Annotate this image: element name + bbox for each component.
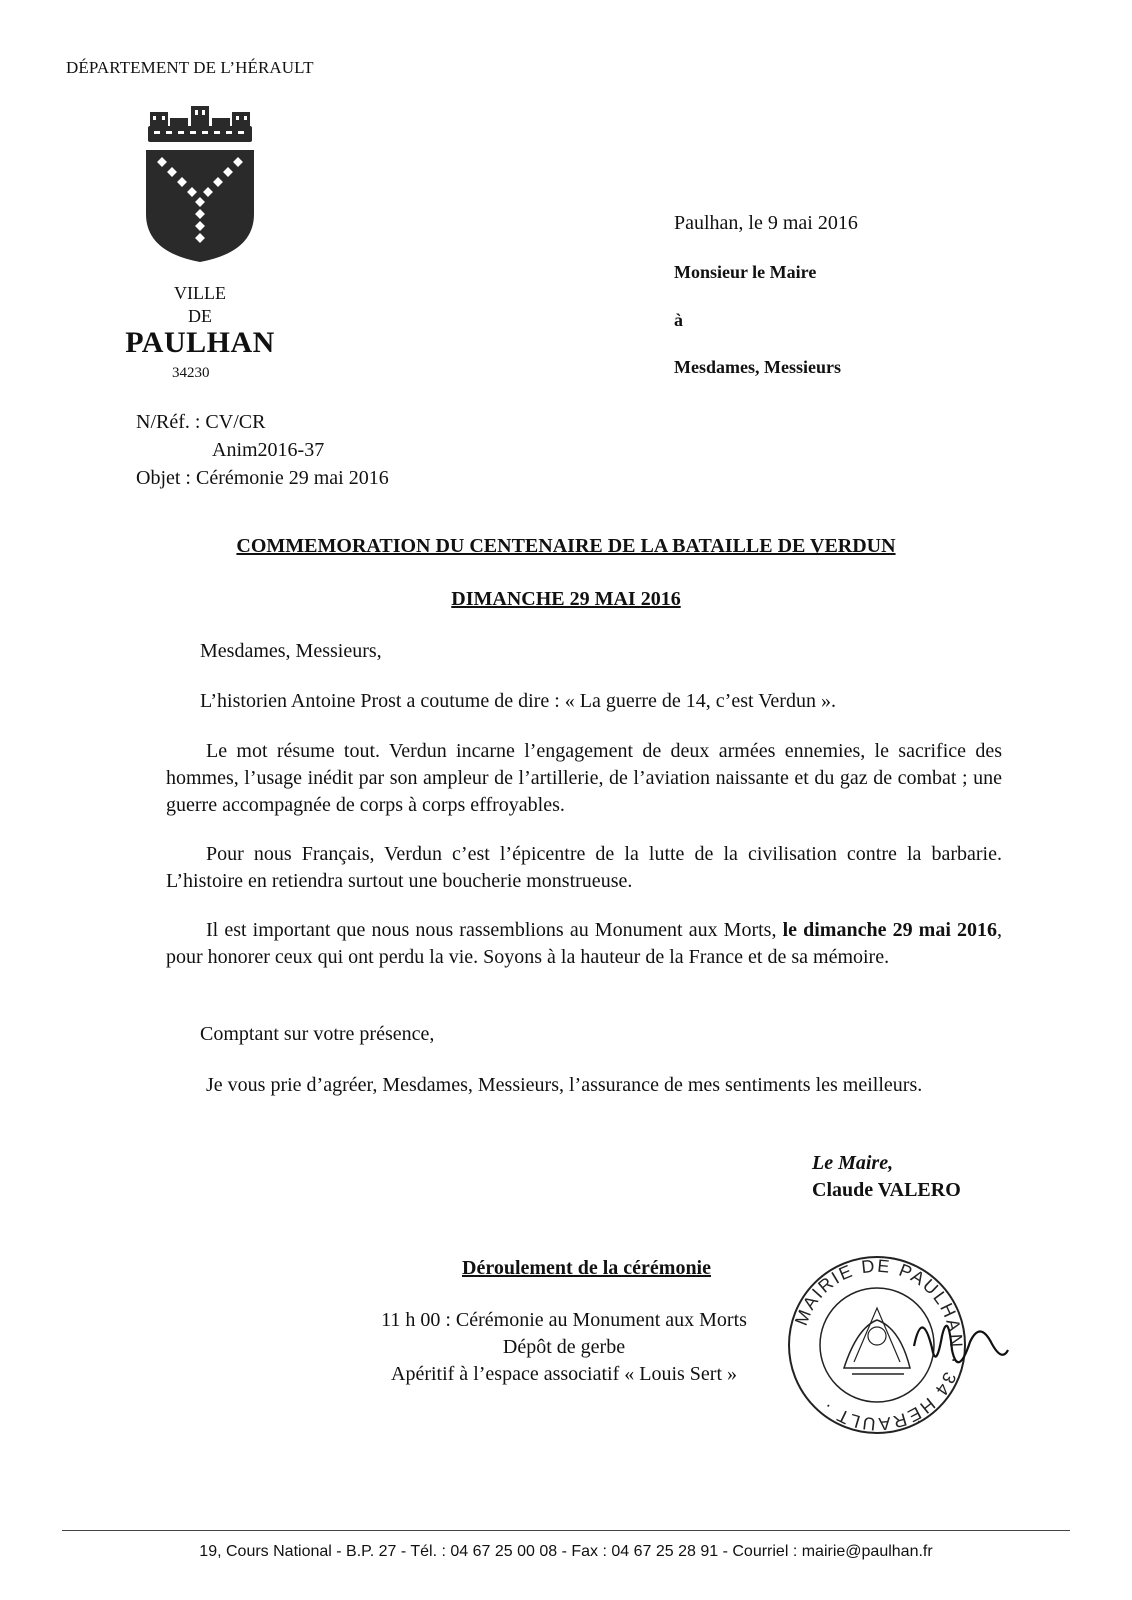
signature-block: [812, 1150, 961, 1204]
footer-contact: 19, Cours National - B.P. 27 - Tél. : 04 67 25 00 08 - Fax : 04 67 25 28 91 - Courriel : mairie@paulhan.fr: [199, 1543, 933, 1560]
salutation: Mesdames, Messieurs,: [200, 640, 382, 662]
event-date-heading: DIMANCHE 29 MAI 2016: [451, 588, 681, 610]
reference-line: N/Réf. : CV/CR: [136, 411, 266, 433]
town-coat-of-arms: [140, 104, 260, 264]
sender: Monsieur le Maire: [674, 262, 817, 282]
to-word: à: [674, 310, 683, 330]
signature-name: Claude VALERO: [812, 1179, 961, 1201]
event-date-emphasis: le dimanche 29 mai 2016: [782, 919, 997, 941]
schedule-line: 11 h 00 : Cérémonie au Monument aux Morts: [381, 1309, 747, 1331]
recipients: Mesdames, Messieurs: [674, 357, 841, 377]
reference-block: [136, 408, 389, 492]
town-name: PAULHAN: [125, 326, 275, 359]
ceremony-schedule: [330, 1307, 798, 1388]
paragraph-2: Le mot résume tout. Verdun incarne l’engagement de deux armées ennemies, le sacrifice des hommes, l’usage inédit par son ampleur de l’artillerie, de l’aviation naissante et du gaz de combat ; une guerre accompagnée de corps à corps effroyables.: [166, 740, 1002, 816]
paragraph-5: Comptant sur votre présence,: [200, 1023, 435, 1045]
ceremony-title: Déroulement de la cérémonie: [462, 1257, 711, 1279]
letter-title: COMMEMORATION DU CENTENAIRE DE LA BATAILLE DE VERDUN: [236, 535, 896, 557]
town-prefix: VILLE DE: [174, 283, 226, 326]
subject-line: Objet : Cérémonie 29 mai 2016: [136, 467, 389, 489]
department-label: DÉPARTEMENT DE L’HÉRAULT: [66, 58, 314, 77]
paragraph-4: Il est important que nous nous rassemblions au Monument aux Morts, le dimanche 29 mai 2016, pour honorer ceux qui ont perdu la vie. Soyons à la hauteur de la France et de sa mémoire.: [166, 919, 1002, 968]
paragraph-3: Pour nous Français, Verdun c’est l’épicentre de la lutte de la civilisation contre la barbarie. L’histoire en retiendra surtout une boucherie monstrueuse.: [166, 843, 1002, 892]
paragraph-6: Je vous prie d’agréer, Mesdames, Messieurs, l’assurance de mes sentiments les meilleurs.: [206, 1074, 923, 1096]
crown-icon: [148, 106, 252, 142]
paragraph-1: L’historien Antoine Prost a coutume de dire : « La guerre de 14, c’est Verdun ».: [200, 690, 836, 712]
postal-code: 34230: [172, 365, 210, 381]
reference-code: Anim2016-37: [212, 439, 325, 461]
schedule-line: Apéritif à l’espace associatif « Louis Sert »: [391, 1363, 737, 1385]
date-line: Paulhan, le 9 mai 2016: [674, 212, 858, 234]
footer-divider: [62, 1530, 1070, 1531]
schedule-line: Dépôt de gerbe: [502, 1336, 626, 1358]
official-stamp-and-signature: [782, 1250, 1012, 1440]
signature-title: Le Maire,: [812, 1152, 894, 1174]
svg-text:MAIRIE DE PAULHAN · 34 HÉRAULT: MAIRIE DE PAULHAN · 34 HÉRAULT ·: [790, 1255, 967, 1435]
